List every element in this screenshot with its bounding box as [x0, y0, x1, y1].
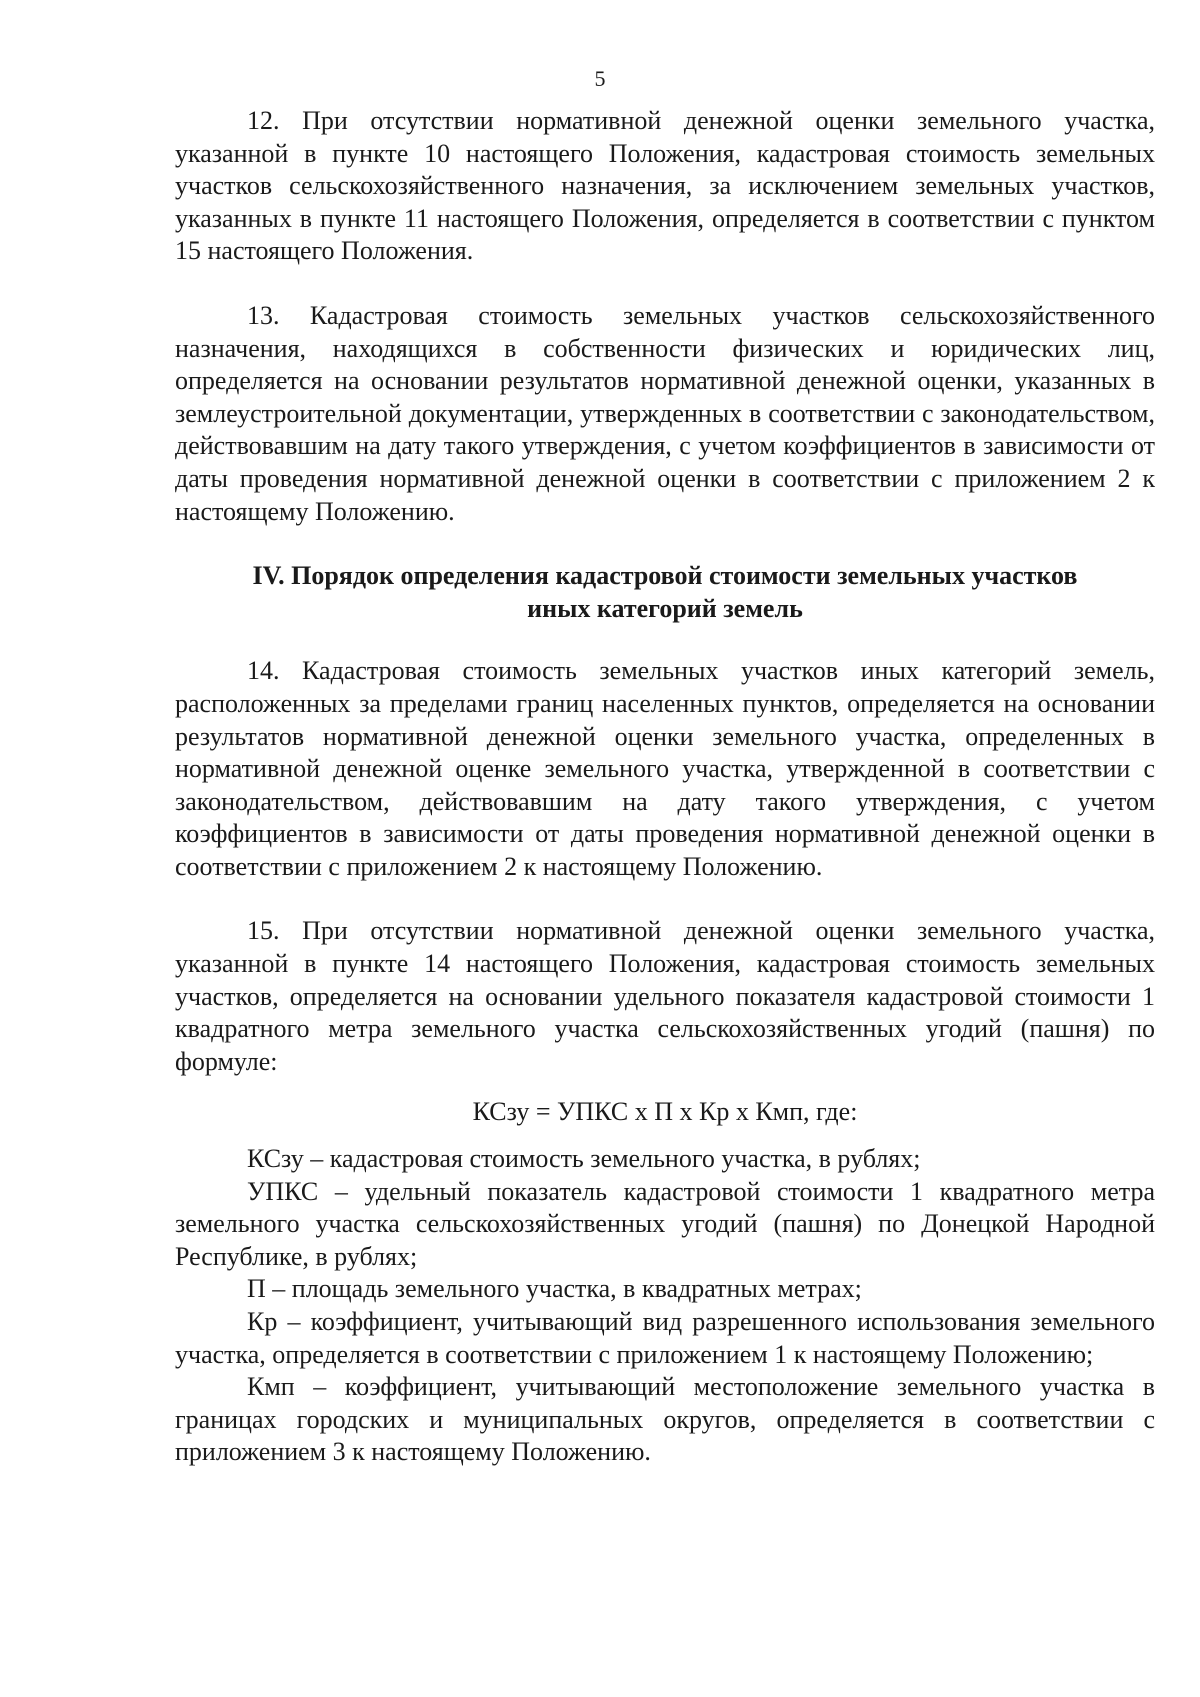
definition-kr: Кр – коэффициент, учитывающий вид разрешенного использования земельного участка, определяется в соответствии с приложением 1 к настоящему Положению;	[175, 1307, 1155, 1369]
paragraph-15: 15. При отсутствии нормативной денежной оценки земельного участка, указанной в пункте 14 настоящего Положения, кадастровая стоимость земельных участков, определяется на основании удельного показателя кадастровой стоимости 1 квадратного метра земельного участка сельскохозяйственных угодий (пашня) по формуле:	[175, 916, 1155, 1076]
paragraph-13: 13. Кадастровая стоимость земельных участков сельскохозяйственного назначения, находящихся в собственности физических и юридических лиц, определяется на основании результатов нормативной денежной оценки, указанных в землеустроительной документации, утвержденных в соответствии с законодательством, действовавшим на дату такого утверждения, с учетом коэффициентов в зависимости от даты проведения нормативной денежной оценки в соответствии с приложением 2 к настоящему Положению.	[175, 300, 1155, 526]
paragraph-14: 14. Кадастровая стоимость земельных участков иных категорий земель, расположенных за пределами границ населенных пунктов, определяется на основании результатов нормативной денежной оценки земельного участка, определенных в нормативной денежной оценке земельного участка, утвержденной в соответствии с законодательством, действовавшим на дату такого утверждения, с учетом коэффициентов в зависимости от даты проведения нормативной денежной оценки в соответствии с приложением 2 к настоящему Положению.	[175, 656, 1155, 881]
formula: КСзу = УПКС х П х Кр х Кмп, где:	[472, 1097, 858, 1127]
document-body	[175, 105, 1155, 1469]
paragraph-12: 12. При отсутствии нормативной денежной оценки земельного участка, указанной в пункте 10 настоящего Положения, кадастровая стоимость земельных участков сельскохозяйственного назначения, за исключением земельных участков, указанных в пункте 11 настоящего Положения, определяется в соответствии с пунктом 15 настоящего Положения.	[175, 106, 1155, 266]
section-heading	[175, 560, 1155, 625]
page-number: 5	[594, 66, 606, 91]
definition-upks: УПКС – удельный показатель кадастровой стоимости 1 квадратного метра земельного участка сельскохозяйственных угодий (пашня) по Донецкой Народной Республике, в рублях;	[175, 1176, 1155, 1271]
section-heading-line-1: IV. Порядок определения кадастровой стоимости земельных участков	[252, 561, 1078, 591]
definition-kszu: КСзу – кадастровая стоимость земельного участка, в рублях;	[247, 1144, 921, 1174]
definition-p: П – площадь земельного участка, в квадратных метрах;	[247, 1274, 862, 1304]
definition-kmp: Кмп – коэффициент, учитывающий местоположение земельного участка в границах городских и муниципальных округов, определяется в соответствии с приложением 3 к настоящему Положению.	[175, 1372, 1155, 1467]
section-heading-line-2: иных категорий земель	[527, 593, 803, 623]
